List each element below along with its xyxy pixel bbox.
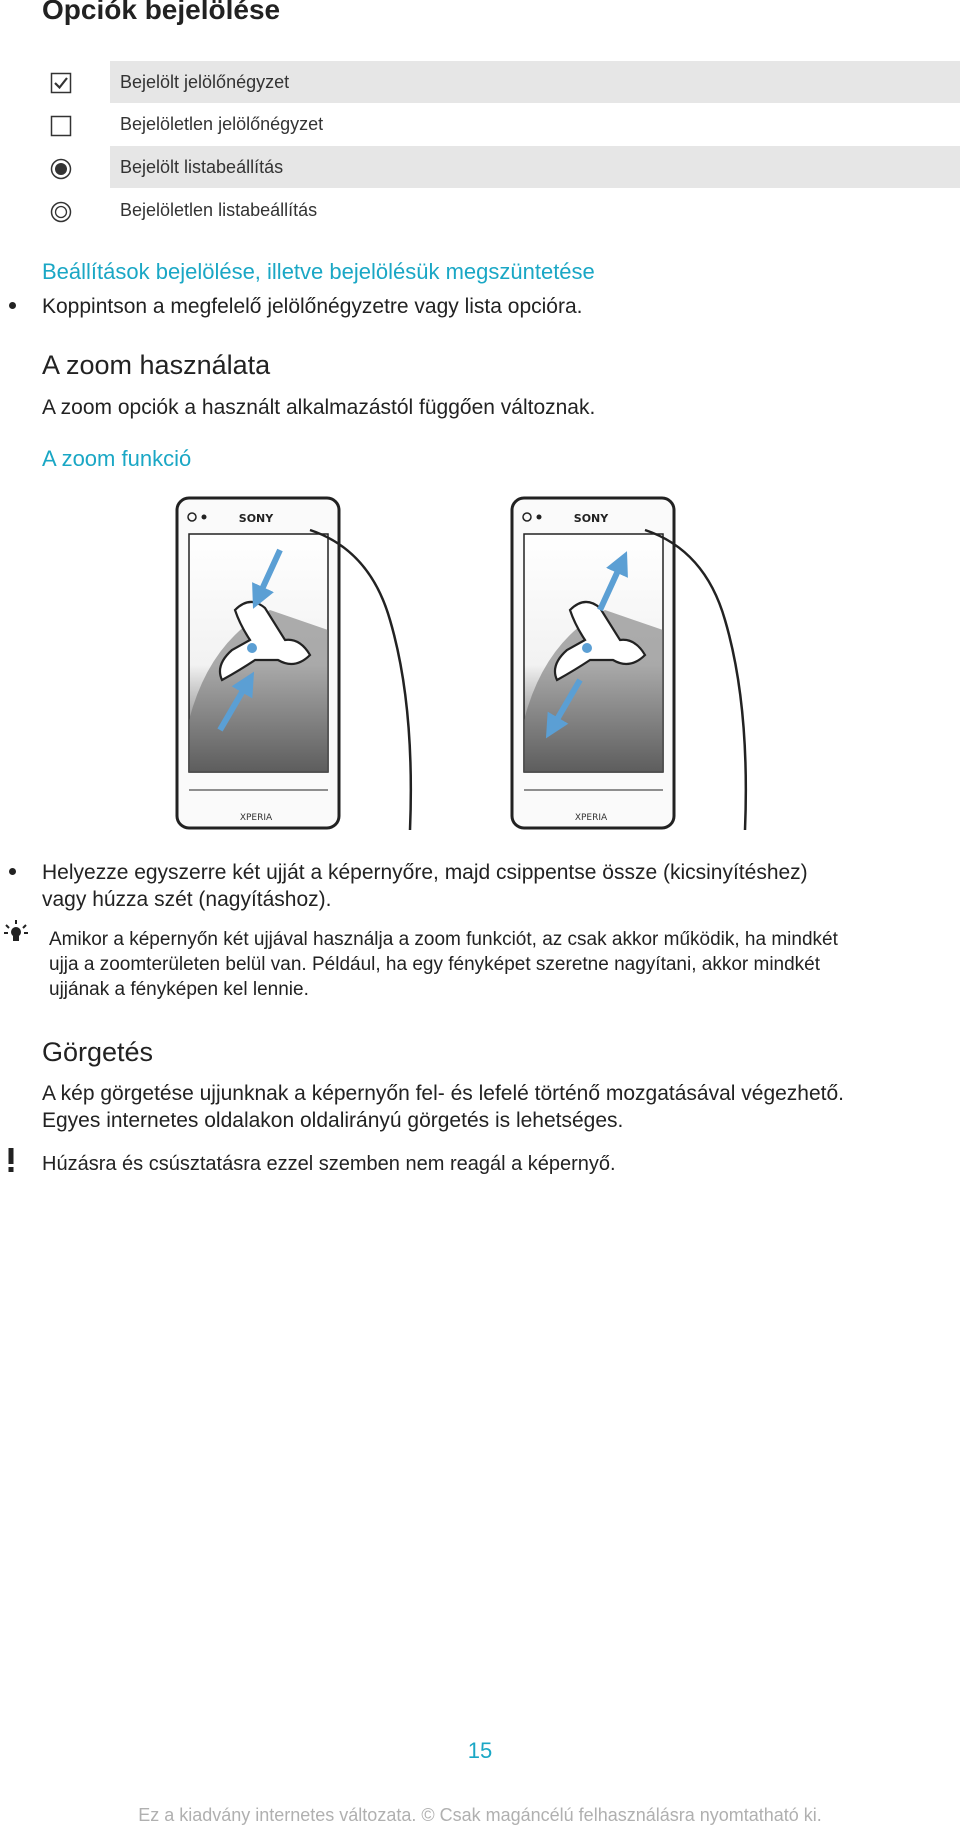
zoom-illustration — [160, 490, 840, 840]
zoom-heading: A zoom használata — [42, 350, 271, 380]
unchecked-radio-icon — [50, 201, 72, 223]
footer-notice: Ez a kiadvány internetes változata. © Csak magáncélú felhasználásra nyomtatható ki. — [138, 1805, 822, 1825]
tip-line1: Amikor a képernyőn két ujjával használja a zoom funkciót, az csak akkor működik, ha mindkét — [49, 929, 838, 950]
checked-checkbox-icon — [50, 72, 72, 94]
bullet-dot — [9, 868, 16, 875]
zoom-instruction-line2: vagy húzza szét (nagyításhoz). — [42, 888, 332, 911]
scroll-line1: A kép görgetése ujjunknak a képernyőn fel- és lefelé történő mozgatásával végezhető. — [42, 1082, 845, 1105]
option-row-unchecked-radio — [110, 189, 960, 231]
option-row-unchecked-checkbox — [110, 103, 960, 145]
bullet-dot — [9, 302, 16, 309]
phone-model-label: XPERIA — [574, 813, 608, 823]
option-row-checked-checkbox — [110, 61, 960, 103]
phone-brand-label: SONY — [573, 512, 609, 525]
option-label: Bejelöletlen jelölőnégyzet — [120, 114, 324, 134]
page-title: Opciók bejelölése — [42, 0, 281, 25]
select-instruction: Koppintson a megfelelő jelölőnégyzetre vagy lista opcióra. — [42, 295, 583, 318]
scroll-heading: Görgetés — [42, 1037, 154, 1067]
lightbulb-tip-icon — [4, 920, 28, 944]
zoom-instruction-line1: Helyezze egyszerre két ujját a képernyőre, majd csippentse össze (kicsinyítéshez) — [42, 861, 808, 884]
tip-line2: ujja a zoomterületen belül van. Például, ha egy fényképet szeretne nagyítani, akkor mindkét — [49, 954, 821, 975]
phone-brand-label: SONY — [238, 512, 274, 525]
option-label: Bejelöletlen listabeállítás — [120, 200, 318, 220]
warning-text: Húzásra és csúsztatásra ezzel szemben nem reagál a képernyő. — [42, 1153, 616, 1175]
exclamation-warning-icon — [6, 1148, 16, 1172]
phone-pinch-in — [177, 498, 411, 830]
phone-pinch-out — [512, 498, 746, 830]
page-number: 15 — [467, 1738, 493, 1763]
option-label: Bejelölt jelölőnégyzet — [120, 72, 290, 92]
phone-model-label: XPERIA — [239, 813, 273, 823]
unchecked-checkbox-icon — [50, 115, 72, 137]
zoom-subheading: A zoom funkció — [42, 446, 192, 471]
checked-radio-icon — [50, 158, 72, 180]
zoom-intro: A zoom opciók a használt alkalmazástól függően változnak. — [42, 396, 596, 419]
tip-line3: ujjának a fényképen kel lennie. — [49, 979, 309, 1000]
select-heading: Beállítások bejelölése, illetve bejelölésük megszüntetése — [42, 259, 595, 284]
option-row-checked-radio — [110, 146, 960, 188]
option-label: Bejelölt listabeállítás — [120, 157, 284, 177]
scroll-line2: Egyes internetes oldalakon oldalirányú görgetés is lehetséges. — [42, 1109, 624, 1132]
